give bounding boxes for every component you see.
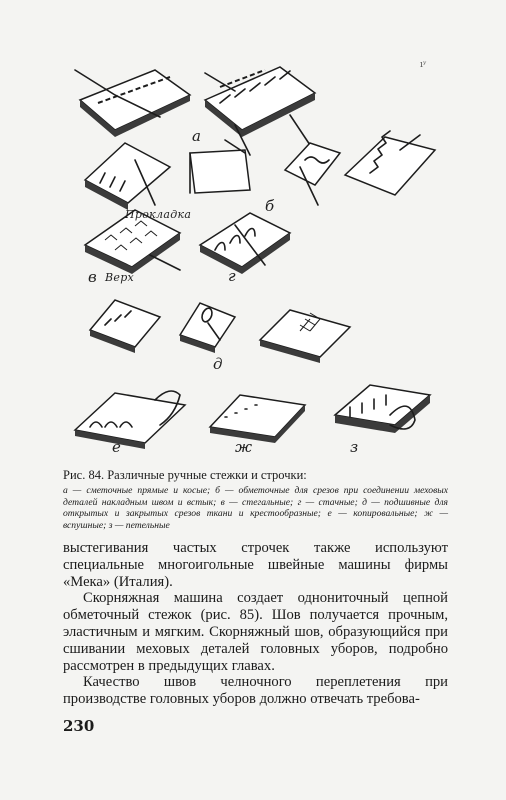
label-a: а: [192, 127, 201, 145]
stitch-d-panel-2: [180, 303, 235, 353]
label-g: г: [228, 267, 236, 285]
label-b: б: [265, 197, 275, 215]
label-e: е: [112, 438, 121, 456]
label-zh: ж: [235, 438, 253, 456]
figure-caption: [63, 468, 448, 531]
page-number: 230: [63, 717, 95, 735]
paragraph-1: выстегивания частых строчек также используют специальные многоигольные швейные машины фирмы «Мека» (Италия).: [63, 540, 448, 590]
label-d: д: [213, 355, 223, 373]
label-top: Верх: [105, 271, 135, 284]
label-padding: Прокладка: [125, 208, 192, 221]
stitch-d-panel-1: [90, 300, 160, 353]
figure-hand-stitches: [60, 55, 460, 460]
stitch-b-panel-4: [345, 131, 435, 195]
stitch-a-left-drawing: [75, 70, 190, 137]
paragraph-2: Скорняжная машина создает однониточный цепной обметочный стежок (рис. 85). Шов получается прочным, эластичным и мягким. Скорняжный шов, образующийся при сшивании меховых деталей головных уборов, подробно рассмотрен в предыдущих главах.: [63, 590, 448, 674]
stitch-z-drawing: [335, 385, 430, 433]
stitch-g-drawing: [200, 213, 290, 274]
stitch-d-panel-3: [260, 310, 350, 363]
stitch-b-panel-1: [85, 143, 170, 210]
caption-title: Рис. 84. Различные ручные стежки и строчки:: [63, 468, 307, 482]
label-v: в: [88, 268, 97, 286]
stitches-illustration: [60, 55, 460, 460]
caption-legend: а — сметочные прямые и косые; б — обметочные для срезов при соединении меховых деталей накладным швом и встык; в — стегальные; г — стачные; д — подшивные для открытых и закрытых срезов ткани и крестообразные; е — копировальные; ж — вспушные; з — петельные: [63, 485, 448, 531]
paragraph-3: Качество швов челночного переплетения при производстве головных уборов должно отвечать требова-: [63, 674, 448, 708]
label-z: з: [350, 438, 359, 456]
stitch-a-right-drawing: [205, 67, 315, 145]
stitch-b-panel-3: [285, 143, 340, 205]
stitch-zh-drawing: [210, 395, 305, 443]
corner-mark: ıʸ: [420, 60, 427, 70]
body-text: [63, 540, 448, 708]
stitch-e-drawing: [75, 391, 185, 449]
